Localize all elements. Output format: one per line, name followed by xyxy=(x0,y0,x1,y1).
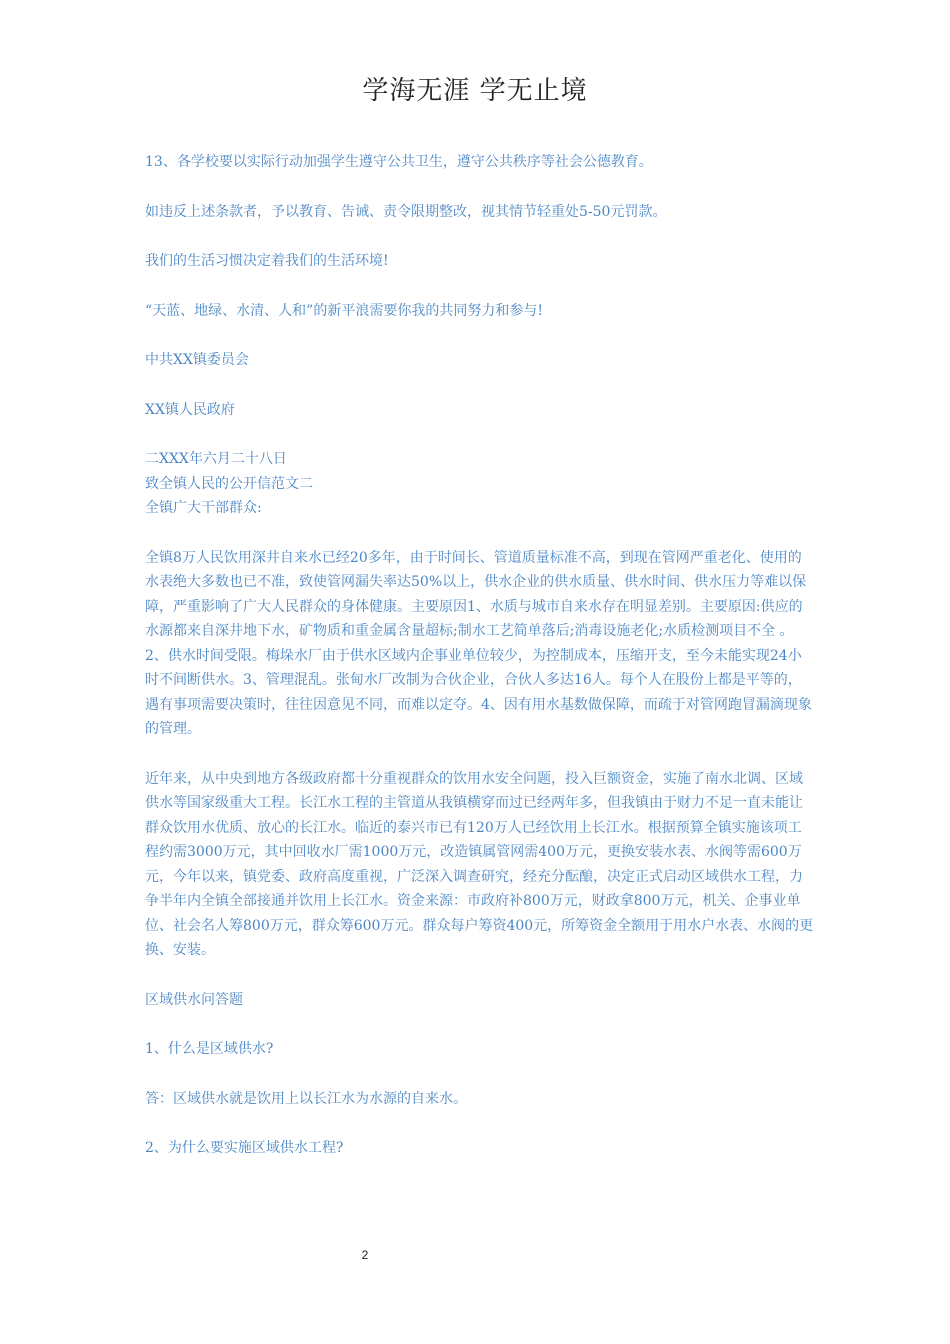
salutation: 全镇广大干部群众: xyxy=(145,500,262,516)
paragraph: 13、各学校要以实际行动加强学生遵守公共卫生，遵守公共秩序等社会公德教育。 xyxy=(145,154,653,170)
paragraph: 近年来，从中央到地方各级政府都十分重视群众的饮用水安全问题，投入巨额资金，实施了南水北调、区域供水等国家级重大工程。长江水工程的主管道从我镇横穿而过已经两年多，但我镇由于财力不足一直未能让群众饮用水优质、放心的长江水。临近的泰兴市已有120万人已经饮用上长江水。根据预算全镇实施该项工程约需3000万元，其中回收水厂需1000万元，改造镇属管网需400万元，更换安装水表、水阀等需600万元，今年以来，镇党委、政府高度重视，广泛深入调查研究，经充分酝酿，决定正式启动区域供水工程，力争半年内全镇全部接通并饮用上长江水。资金来源：市政府补800万元，财政拿800万元，机关、企事业单位、社会名人筹800万元，群众筹600万元。群众每户筹资400元，所筹资金全额用于用水户水表、水阀的更换、安装。 xyxy=(145,770,814,958)
signature-party-committee: 中共XX镇委员会 xyxy=(145,352,249,368)
paragraph: “天蓝、地绿、水清、人和”的新平浪需要你我的共同努力和参与! xyxy=(145,302,543,319)
page-header-title: 学海无涯 学无止境 xyxy=(362,76,588,106)
signature-government: XX镇人民政府 xyxy=(145,401,235,418)
answer: 答：区域供水就是饮用上以长江水为水源的自来水。 xyxy=(145,1090,467,1107)
page-number: 2 xyxy=(361,1248,369,1262)
section-heading: 区域供水问答题 xyxy=(145,991,243,1008)
letter-title: 致全镇人民的公开信范文二 xyxy=(145,475,313,492)
question: 1、什么是区域供水? xyxy=(145,1041,274,1057)
date-line: 二XXX年六月二十八日 xyxy=(145,451,287,467)
question: 2、为什么要实施区域供水工程? xyxy=(145,1140,344,1156)
paragraph: 全镇8万人民饮用深井自来水已经20多年，由于时间长、管道质量标准不高，到现在管网严重老化、使用的水表绝大多数也已不准，致使管网漏失率达50%以上，供水企业的供水质量、供水时间、供水压力等难以保障，严重影响了广大人民群众的身体健康。主要原因1、水质与城市自来水存在明显差别。主要原因:供应的水源都来自深井地下水，矿物质和重金属含量超标;制水工艺简单落后;消毒设施老化;水质检测项目不全 。2、供水时间受限。梅垛水厂由于供水区域内企事业单位较少，为控制成本，压缩开支，至今未能实现24小时不间断供水。3、管理混乱。张甸水厂改制为合伙企业，合伙人多达16人。每个人在股份上都是平等的，遇有事项需要决策时，往往因意见不同，而难以定夺。4、因有用水基数做保障，而疏于对管网跑冒漏滴现象的管理。 xyxy=(145,549,812,737)
document-body xyxy=(145,150,815,1161)
paragraph: 我们的生活习惯决定着我们的生活环境! xyxy=(145,253,389,269)
paragraph: 如违反上述条款者，予以教育、告诫、责令限期整改，视其情节轻重处5-50元罚款。 xyxy=(145,203,667,220)
